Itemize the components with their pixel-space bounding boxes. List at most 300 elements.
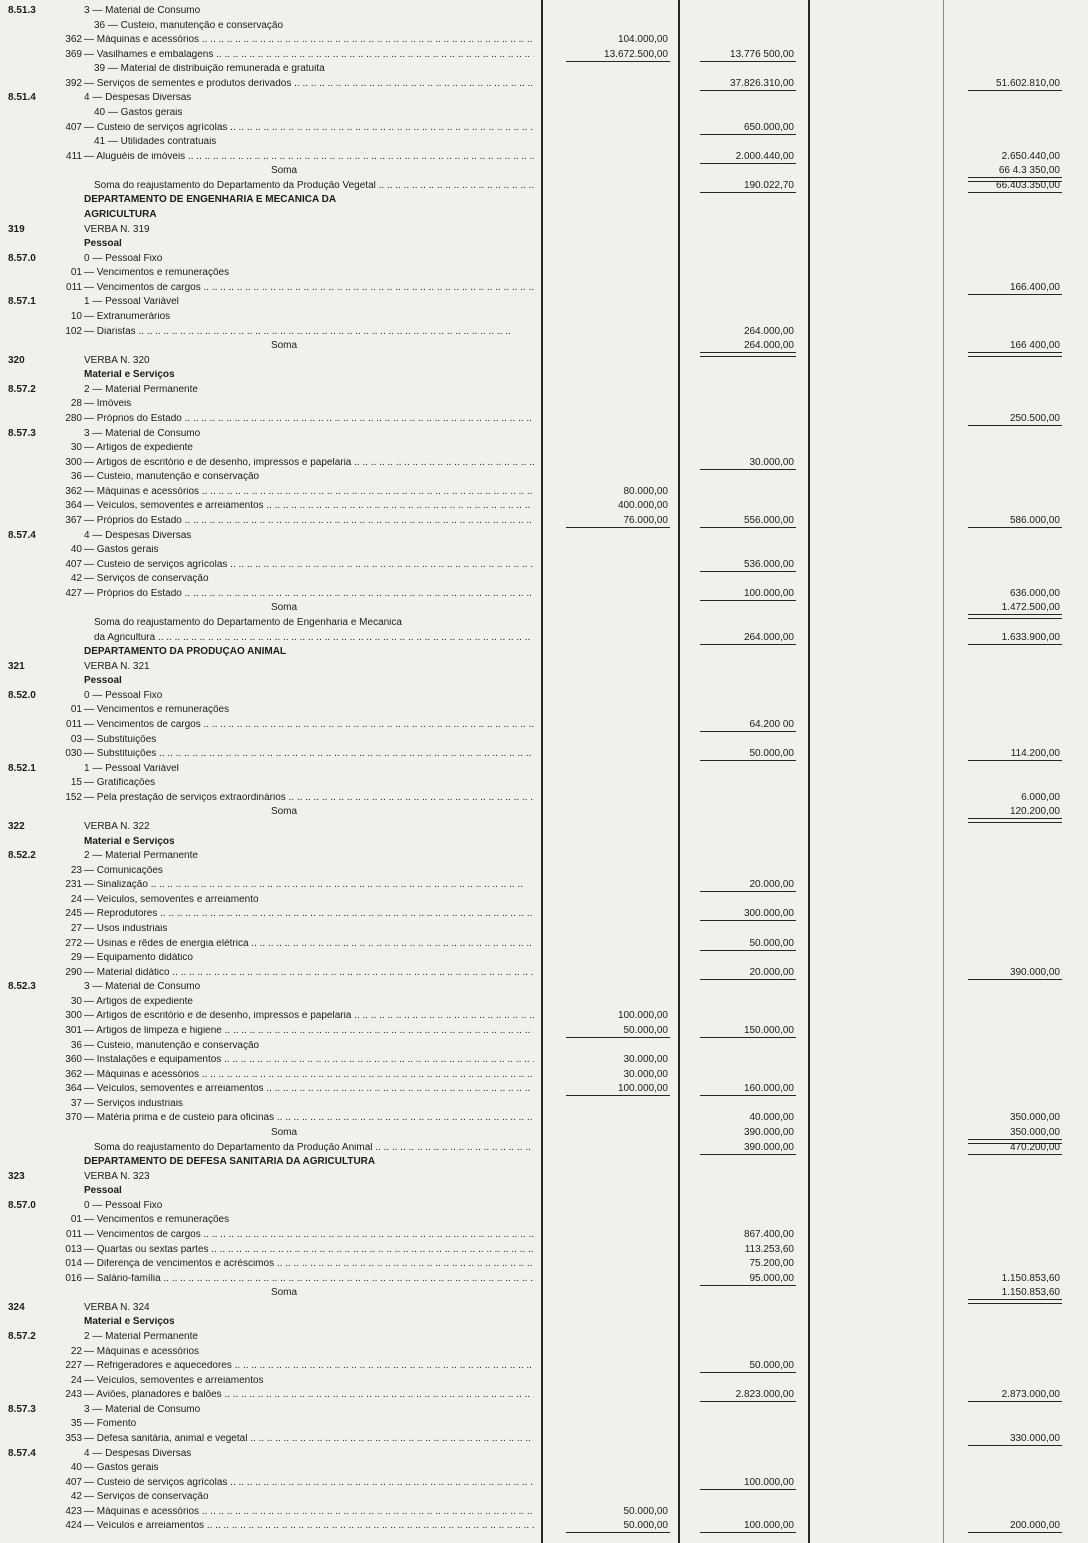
item-code: 42	[70, 573, 82, 584]
subtotal-rule	[700, 571, 796, 572]
item-description: — Vencimentos e remunerações	[84, 705, 230, 715]
amount-column-1: 50.000,00	[623, 1025, 668, 1036]
budget-line	[0, 50, 1088, 60]
item-code: 407	[65, 1477, 82, 1488]
item-description: Soma	[270, 1288, 298, 1298]
item-code: 424	[65, 1520, 82, 1531]
budget-line	[0, 414, 1088, 424]
item-code: 362	[65, 34, 82, 45]
item-description: 36 — Custeio, manutenção e conservação	[94, 21, 283, 31]
item-description: — Matéria prima e de custeio para oficinas .. ..	[84, 1113, 534, 1123]
item-description: Soma	[270, 341, 298, 351]
budget-line	[0, 1347, 1088, 1357]
budget-line	[0, 1113, 1088, 1123]
subtotal-rule	[700, 1401, 796, 1402]
total-rule	[968, 1445, 1062, 1446]
budget-line	[0, 1390, 1088, 1400]
budget-line	[0, 1128, 1088, 1138]
item-description: AGRICULTURA	[84, 210, 157, 220]
budget-line	[0, 516, 1088, 526]
section-code: 322	[8, 821, 25, 832]
budget-line	[0, 64, 1088, 74]
item-code: 42	[70, 1491, 82, 1502]
budget-line	[0, 195, 1088, 205]
budget-line	[0, 6, 1088, 16]
budget-line	[0, 880, 1088, 890]
amount-column-2: 556.000,00	[743, 515, 794, 526]
amount-column-2: 40.000,00	[749, 1112, 794, 1123]
budget-line	[0, 1026, 1088, 1036]
budget-line	[0, 764, 1088, 774]
item-code: 24	[70, 1375, 82, 1386]
budget-line	[0, 1303, 1088, 1313]
item-code: 35	[70, 1418, 82, 1429]
amount-column-2: 20.000,00	[749, 879, 794, 890]
subtotal-rule	[700, 644, 796, 645]
item-description: — Quartas ou sextas partes .. ..	[84, 1245, 534, 1255]
item-code: 36	[70, 471, 82, 482]
amount-column-2: 150.000,00	[743, 1025, 794, 1036]
total-rule	[968, 1154, 1062, 1155]
item-description: 3 — Material de Consumo	[84, 429, 201, 439]
item-description: — Máquinas e acessórios .. ..	[84, 1507, 534, 1517]
budget-line	[0, 21, 1088, 31]
amount-column-2: 100.000,00	[743, 1477, 794, 1488]
amount-column-3: 636.000,00	[1009, 588, 1060, 599]
amount-column-2: 30.000,00	[749, 457, 794, 468]
section-code: 323	[8, 1171, 25, 1182]
section-code: 8.51.3	[8, 5, 36, 16]
section-code: 8.57.4	[8, 530, 36, 541]
budget-line	[0, 1405, 1088, 1415]
subtotal-rule	[700, 192, 796, 193]
budget-line	[0, 356, 1088, 366]
budget-line	[0, 807, 1088, 817]
item-description: — Sinalização .. ..	[84, 880, 534, 890]
budget-line	[0, 312, 1088, 322]
budget-line	[0, 108, 1088, 118]
budget-line	[0, 618, 1088, 628]
item-description: DEPARTAMENTO DE ENGENHARIA E MECANICA DA	[84, 195, 337, 205]
amount-column-2: 13.776 500,00	[730, 49, 794, 60]
amount-column-2: 264.000,00	[743, 632, 794, 643]
item-description: Pessoal	[84, 1186, 122, 1196]
amount-column-3: 51.602.810,00	[996, 78, 1060, 89]
budget-line	[0, 1478, 1088, 1488]
budget-line	[0, 895, 1088, 905]
item-description: — Material didático .. ..	[84, 968, 534, 978]
amount-column-1: 30.000,00	[623, 1069, 668, 1080]
item-description: — Defesa sanitária, animal e vegetal .. ..	[84, 1434, 534, 1444]
budget-line	[0, 1099, 1088, 1109]
budget-line	[0, 705, 1088, 715]
total-rule	[968, 527, 1062, 528]
item-code: 24	[70, 894, 82, 905]
total-rule	[968, 979, 1062, 980]
budget-line	[0, 1361, 1088, 1371]
amount-column-2: 2.823.000,00	[735, 1389, 794, 1400]
item-description: da Agricultura .. ..	[84, 633, 534, 643]
item-description: — Próprios do Estado .. ..	[84, 589, 534, 599]
amount-column-3: 350.000,00	[1009, 1127, 1060, 1138]
amount-column-2: 95.000,00	[749, 1273, 794, 1284]
item-code: 231	[65, 879, 82, 890]
total-rule	[968, 644, 1062, 645]
amount-column-2: 75.200,00	[749, 1258, 794, 1269]
subtotal-rule	[700, 1489, 796, 1490]
budget-line	[0, 691, 1088, 701]
budget-line	[0, 531, 1088, 541]
subtotal-rule	[700, 920, 796, 921]
budget-line	[0, 399, 1088, 409]
budget-line	[0, 1230, 1088, 1240]
budget-line	[0, 633, 1088, 643]
item-description: — Serviços de sementes e produtos derivados .. ..	[84, 79, 534, 89]
budget-line	[0, 953, 1088, 963]
amount-column-3: 330.000,00	[1009, 1433, 1060, 1444]
item-description: — Substituições .. ..	[84, 749, 534, 759]
item-description: Material e Serviços	[84, 1317, 175, 1327]
item-code: 370	[65, 1112, 82, 1123]
subtotal-rule	[700, 1154, 796, 1155]
item-description: Soma do reajustamento do Departamento da Produção Vegetal .. ..	[84, 181, 534, 191]
budget-line	[0, 1376, 1088, 1386]
item-code: 030	[65, 748, 82, 759]
amount-column-3: 166.400,00	[1009, 282, 1060, 293]
budget-line	[0, 268, 1088, 278]
budget-line	[0, 647, 1088, 657]
budget-line	[0, 123, 1088, 133]
item-description: — Custeio de serviços agrícolas .. ..	[84, 560, 534, 570]
budget-line	[0, 1507, 1088, 1517]
budget-line	[0, 560, 1088, 570]
budget-line	[0, 1492, 1088, 1502]
amount-column-1: 104.000,00	[617, 34, 668, 45]
section-code: 324	[8, 1302, 25, 1313]
section-code: 321	[8, 661, 25, 672]
item-code: 23	[70, 865, 82, 876]
budget-line	[0, 181, 1088, 191]
section-code: 8.52.3	[8, 981, 36, 992]
item-description: 0 — Pessoal Fixo	[84, 691, 163, 701]
budget-line	[0, 152, 1088, 162]
budget-line	[0, 837, 1088, 847]
budget-line	[0, 589, 1088, 599]
subtotal-rule	[700, 134, 796, 135]
budget-line	[0, 793, 1088, 803]
item-description: — Vencimentos e remunerações	[84, 268, 230, 278]
item-code: 30	[70, 996, 82, 1007]
amount-column-1: 50.000,00	[623, 1506, 668, 1517]
budget-line	[0, 1317, 1088, 1327]
budget-line	[0, 603, 1088, 613]
budget-line	[0, 909, 1088, 919]
amount-column-2: 64.200 00	[749, 719, 794, 730]
item-code: 27	[70, 923, 82, 934]
budget-line	[0, 385, 1088, 395]
item-description: 4 — Despesas Diversas	[84, 1449, 192, 1459]
budget-line	[0, 283, 1088, 293]
item-description: 2 — Material Permanente	[84, 851, 198, 861]
budget-line	[0, 370, 1088, 380]
item-description: — Veículos, semoventes e arreiamentos .. ..	[84, 1084, 534, 1094]
item-description: VERBA N. 324	[84, 1303, 150, 1313]
budget-line	[0, 35, 1088, 45]
item-description: 4 — Despesas Diversas	[84, 93, 192, 103]
budget-line	[0, 822, 1088, 832]
item-description: DEPARTAMENTO DA PRODUÇÃO ANIMAL	[84, 647, 287, 657]
item-code: 362	[65, 486, 82, 497]
budget-line	[0, 939, 1088, 949]
subtotal-rule	[700, 731, 796, 732]
item-description: — Custeio, manutenção e conservação	[84, 1041, 260, 1051]
budget-line	[0, 851, 1088, 861]
item-description: — Veículos, semoventes e arreiamento	[84, 895, 259, 905]
budget-line	[0, 1143, 1088, 1153]
budget-line	[0, 1041, 1088, 1051]
item-description: — Serviços de conservação	[84, 574, 209, 584]
budget-line	[0, 297, 1088, 307]
item-description: — Gastos gerais	[84, 1463, 159, 1473]
budget-line	[0, 1084, 1088, 1094]
amount-column-3: 166 400,00	[1009, 340, 1060, 351]
total-rule	[968, 1401, 1062, 1402]
budget-line	[0, 1274, 1088, 1284]
item-description: 0 — Pessoal Fixo	[84, 254, 163, 264]
subtotal-rule	[700, 1095, 796, 1096]
budget-line	[0, 1288, 1088, 1298]
budget-line	[0, 1157, 1088, 1167]
item-code: 102	[65, 326, 82, 337]
item-code: 014	[65, 1258, 82, 1269]
budget-line	[0, 720, 1088, 730]
amount-column-3: 1.150.853,60	[1001, 1273, 1060, 1284]
item-description: 1 — Pessoal Variável	[84, 297, 179, 307]
budget-line	[0, 225, 1088, 235]
budget-line	[0, 166, 1088, 176]
amount-column-2: 390.000,00	[743, 1142, 794, 1153]
amount-column-3: 250.500,00	[1009, 413, 1060, 424]
subtotal-rule	[700, 1372, 796, 1373]
amount-column-2: 867.400,00	[743, 1229, 794, 1240]
amount-column-1: 80.000,00	[623, 486, 668, 497]
subtotal-rule	[566, 1037, 670, 1038]
item-description: 41 — Utilidades contratuais	[94, 137, 217, 147]
item-description: VERBA N. 320	[84, 356, 150, 366]
item-description: 3 — Material de Consumo	[84, 982, 201, 992]
item-description: 3 — Material de Consumo	[84, 6, 201, 16]
section-code: 8.52.0	[8, 690, 36, 701]
item-description: — Gratificações	[84, 778, 156, 788]
subtotal-rule	[700, 1532, 796, 1533]
budget-line	[0, 676, 1088, 686]
item-code: 360	[65, 1054, 82, 1065]
item-description: — Artigos de expediente	[84, 997, 193, 1007]
item-description: — Extranumerários	[84, 312, 171, 322]
item-description: VERBA N. 323	[84, 1172, 150, 1182]
budget-line	[0, 472, 1088, 482]
amount-column-1: 100.000,00	[617, 1010, 668, 1021]
item-description: — Aviões, planadores e balões .. ..	[84, 1390, 534, 1400]
item-code: 15	[70, 777, 82, 788]
subtotal-rule	[566, 527, 670, 528]
item-code: 300	[65, 457, 82, 468]
item-code: 01	[70, 704, 82, 715]
total-rule	[968, 425, 1062, 426]
item-description: Pessoal	[84, 239, 122, 249]
subtotal-rule	[700, 979, 796, 980]
budget-line	[0, 487, 1088, 497]
item-code: 10	[70, 311, 82, 322]
section-code: 320	[8, 355, 25, 366]
item-description: DEPARTAMENTO DE DEFESA SANITÁRIA DA AGRICULTURA	[84, 1157, 376, 1167]
item-code: 40	[70, 544, 82, 555]
section-code: 8.57.3	[8, 1404, 36, 1415]
item-code: 36	[70, 1040, 82, 1051]
budget-line	[0, 429, 1088, 439]
item-description: — Imóveis	[84, 399, 132, 409]
amount-column-1: 400.000,00	[617, 500, 668, 511]
item-description: — Custeio de serviços agrícolas .. ..	[84, 1478, 534, 1488]
subtotal-rule	[566, 1095, 670, 1096]
amount-column-2: 2.000.440,00	[735, 151, 794, 162]
item-description: Material e Serviços	[84, 837, 175, 847]
item-description: — Refrigeradores e aquecedores .. ..	[84, 1361, 534, 1371]
subtotal-rule	[700, 950, 796, 951]
item-description: Material e Serviços	[84, 370, 175, 380]
item-description: — Gastos gerais	[84, 545, 159, 555]
item-description: Pessoal	[84, 676, 122, 686]
item-code: 392	[65, 78, 82, 89]
item-description: 40 — Gastos gerais	[94, 108, 183, 118]
budget-line	[0, 1419, 1088, 1429]
item-code: 011	[66, 282, 82, 293]
budget-line	[0, 778, 1088, 788]
amount-column-3: 470.200,00	[1009, 1142, 1060, 1153]
section-code: 8.57.3	[8, 428, 36, 439]
amount-column-3: 1.150.853,60	[1001, 1287, 1060, 1298]
amount-column-2: 100.000,00	[743, 1520, 794, 1531]
item-description: VERBA N. 322	[84, 822, 150, 832]
subtotal-rule	[700, 1285, 796, 1286]
amount-column-3: 2.650.440,00	[1001, 151, 1060, 162]
budget-line	[0, 1070, 1088, 1080]
item-code: 301	[65, 1025, 82, 1036]
amount-column-3: 350.000,00	[1009, 1112, 1060, 1123]
item-code: 243	[65, 1389, 82, 1400]
budget-line	[0, 1186, 1088, 1196]
amount-column-1: 76.000,00	[623, 515, 668, 526]
budget-line	[0, 501, 1088, 511]
item-description: — Veículos e arreiamentos .. ..	[84, 1521, 534, 1531]
item-code: 353	[65, 1433, 82, 1444]
item-description: — Máquinas e acessórios .. ..	[84, 35, 534, 45]
item-code: 37	[70, 1098, 82, 1109]
item-description: — Máquinas e acessórios .. ..	[84, 1070, 534, 1080]
item-code: 30	[70, 442, 82, 453]
budget-line	[0, 1215, 1088, 1225]
budget-line	[0, 327, 1088, 337]
item-code: 01	[70, 1214, 82, 1225]
item-code: 01	[70, 267, 82, 278]
amount-column-2: 264.000,00	[743, 340, 794, 351]
amount-column-2: 100.000,00	[743, 588, 794, 599]
subtotal-rule	[700, 163, 796, 164]
budget-line	[0, 443, 1088, 453]
budget-line	[0, 968, 1088, 978]
item-description: — Comunicações	[84, 866, 163, 876]
amount-column-2: 264.000,00	[743, 326, 794, 337]
item-code: 011	[66, 719, 82, 730]
amount-column-2: 536.000,00	[743, 559, 794, 570]
budget-line	[0, 1259, 1088, 1269]
budget-line	[0, 662, 1088, 672]
section-code: 319	[8, 224, 25, 235]
item-code: 411	[66, 151, 82, 162]
amount-column-3: 114.200,00	[1010, 748, 1060, 759]
amount-column-1: 50.000,00	[623, 1520, 668, 1531]
amount-column-2: 50.000,00	[749, 1360, 794, 1371]
item-code: 40	[70, 1462, 82, 1473]
item-description: — Diferença de vencimentos e acréscimos .. ..	[84, 1259, 534, 1269]
total-rule	[968, 192, 1062, 193]
amount-column-2: 160.000,00	[743, 1083, 794, 1094]
total-rule	[968, 294, 1062, 295]
budget-line	[0, 924, 1088, 934]
item-code: 362	[65, 1069, 82, 1080]
section-code: 8.57.0	[8, 1200, 36, 1211]
item-description: — Serviços de conservação	[84, 1492, 209, 1502]
budget-line	[0, 997, 1088, 1007]
item-code: 016	[65, 1273, 82, 1284]
item-description: — Custeio, manutenção e conservação	[84, 472, 260, 482]
amount-column-1: 30.000,00	[623, 1054, 668, 1065]
section-code: 8.57.1	[8, 296, 36, 307]
item-description: 2 — Material Permanente	[84, 1332, 198, 1342]
section-code: 8.57.0	[8, 253, 36, 264]
item-description: 2 — Material Permanente	[84, 385, 198, 395]
item-description: — Artigos de escritório e de desenho, impressos e papelaria .. ..	[84, 1011, 534, 1021]
section-code: 8.52.2	[8, 850, 36, 861]
item-description: — Reprodutores .. ..	[84, 909, 534, 919]
budget-line	[0, 341, 1088, 351]
amount-column-3: 66.403.350,00	[996, 180, 1060, 191]
item-code: 364	[65, 500, 82, 511]
item-code: 427	[65, 588, 82, 599]
item-code: 03	[70, 734, 82, 745]
budget-line	[0, 239, 1088, 249]
subtotal-rule	[700, 1037, 796, 1038]
item-description: — Vencimentos de cargos .. ..	[84, 1230, 534, 1240]
item-code: 369	[65, 49, 82, 60]
item-description: — Usinas e rêdes de energia elétrica .. ..	[84, 939, 534, 949]
budget-line	[0, 982, 1088, 992]
item-code: 22	[70, 1346, 82, 1357]
item-description: — Veículos, semoventes e arreiamentos .. ..	[84, 501, 534, 511]
item-code: 367	[65, 515, 82, 526]
item-description: — Artigos de escritório e de desenho, impressos e papelaria .. ..	[84, 458, 534, 468]
item-description: — Custeio de serviços agrícolas .. ..	[84, 123, 534, 133]
item-description: — Substituições	[84, 735, 157, 745]
item-code: 013	[65, 1244, 82, 1255]
amount-column-3: 120.200,00	[1009, 806, 1060, 817]
item-code: 272	[65, 938, 82, 949]
budget-line	[0, 93, 1088, 103]
item-description: Soma	[270, 807, 298, 817]
section-code: 8.57.4	[8, 1448, 36, 1459]
item-description: — Serviços industriais	[84, 1099, 183, 1109]
item-description: 39 — Material de distribuição remunerada e gratuita	[94, 64, 325, 74]
